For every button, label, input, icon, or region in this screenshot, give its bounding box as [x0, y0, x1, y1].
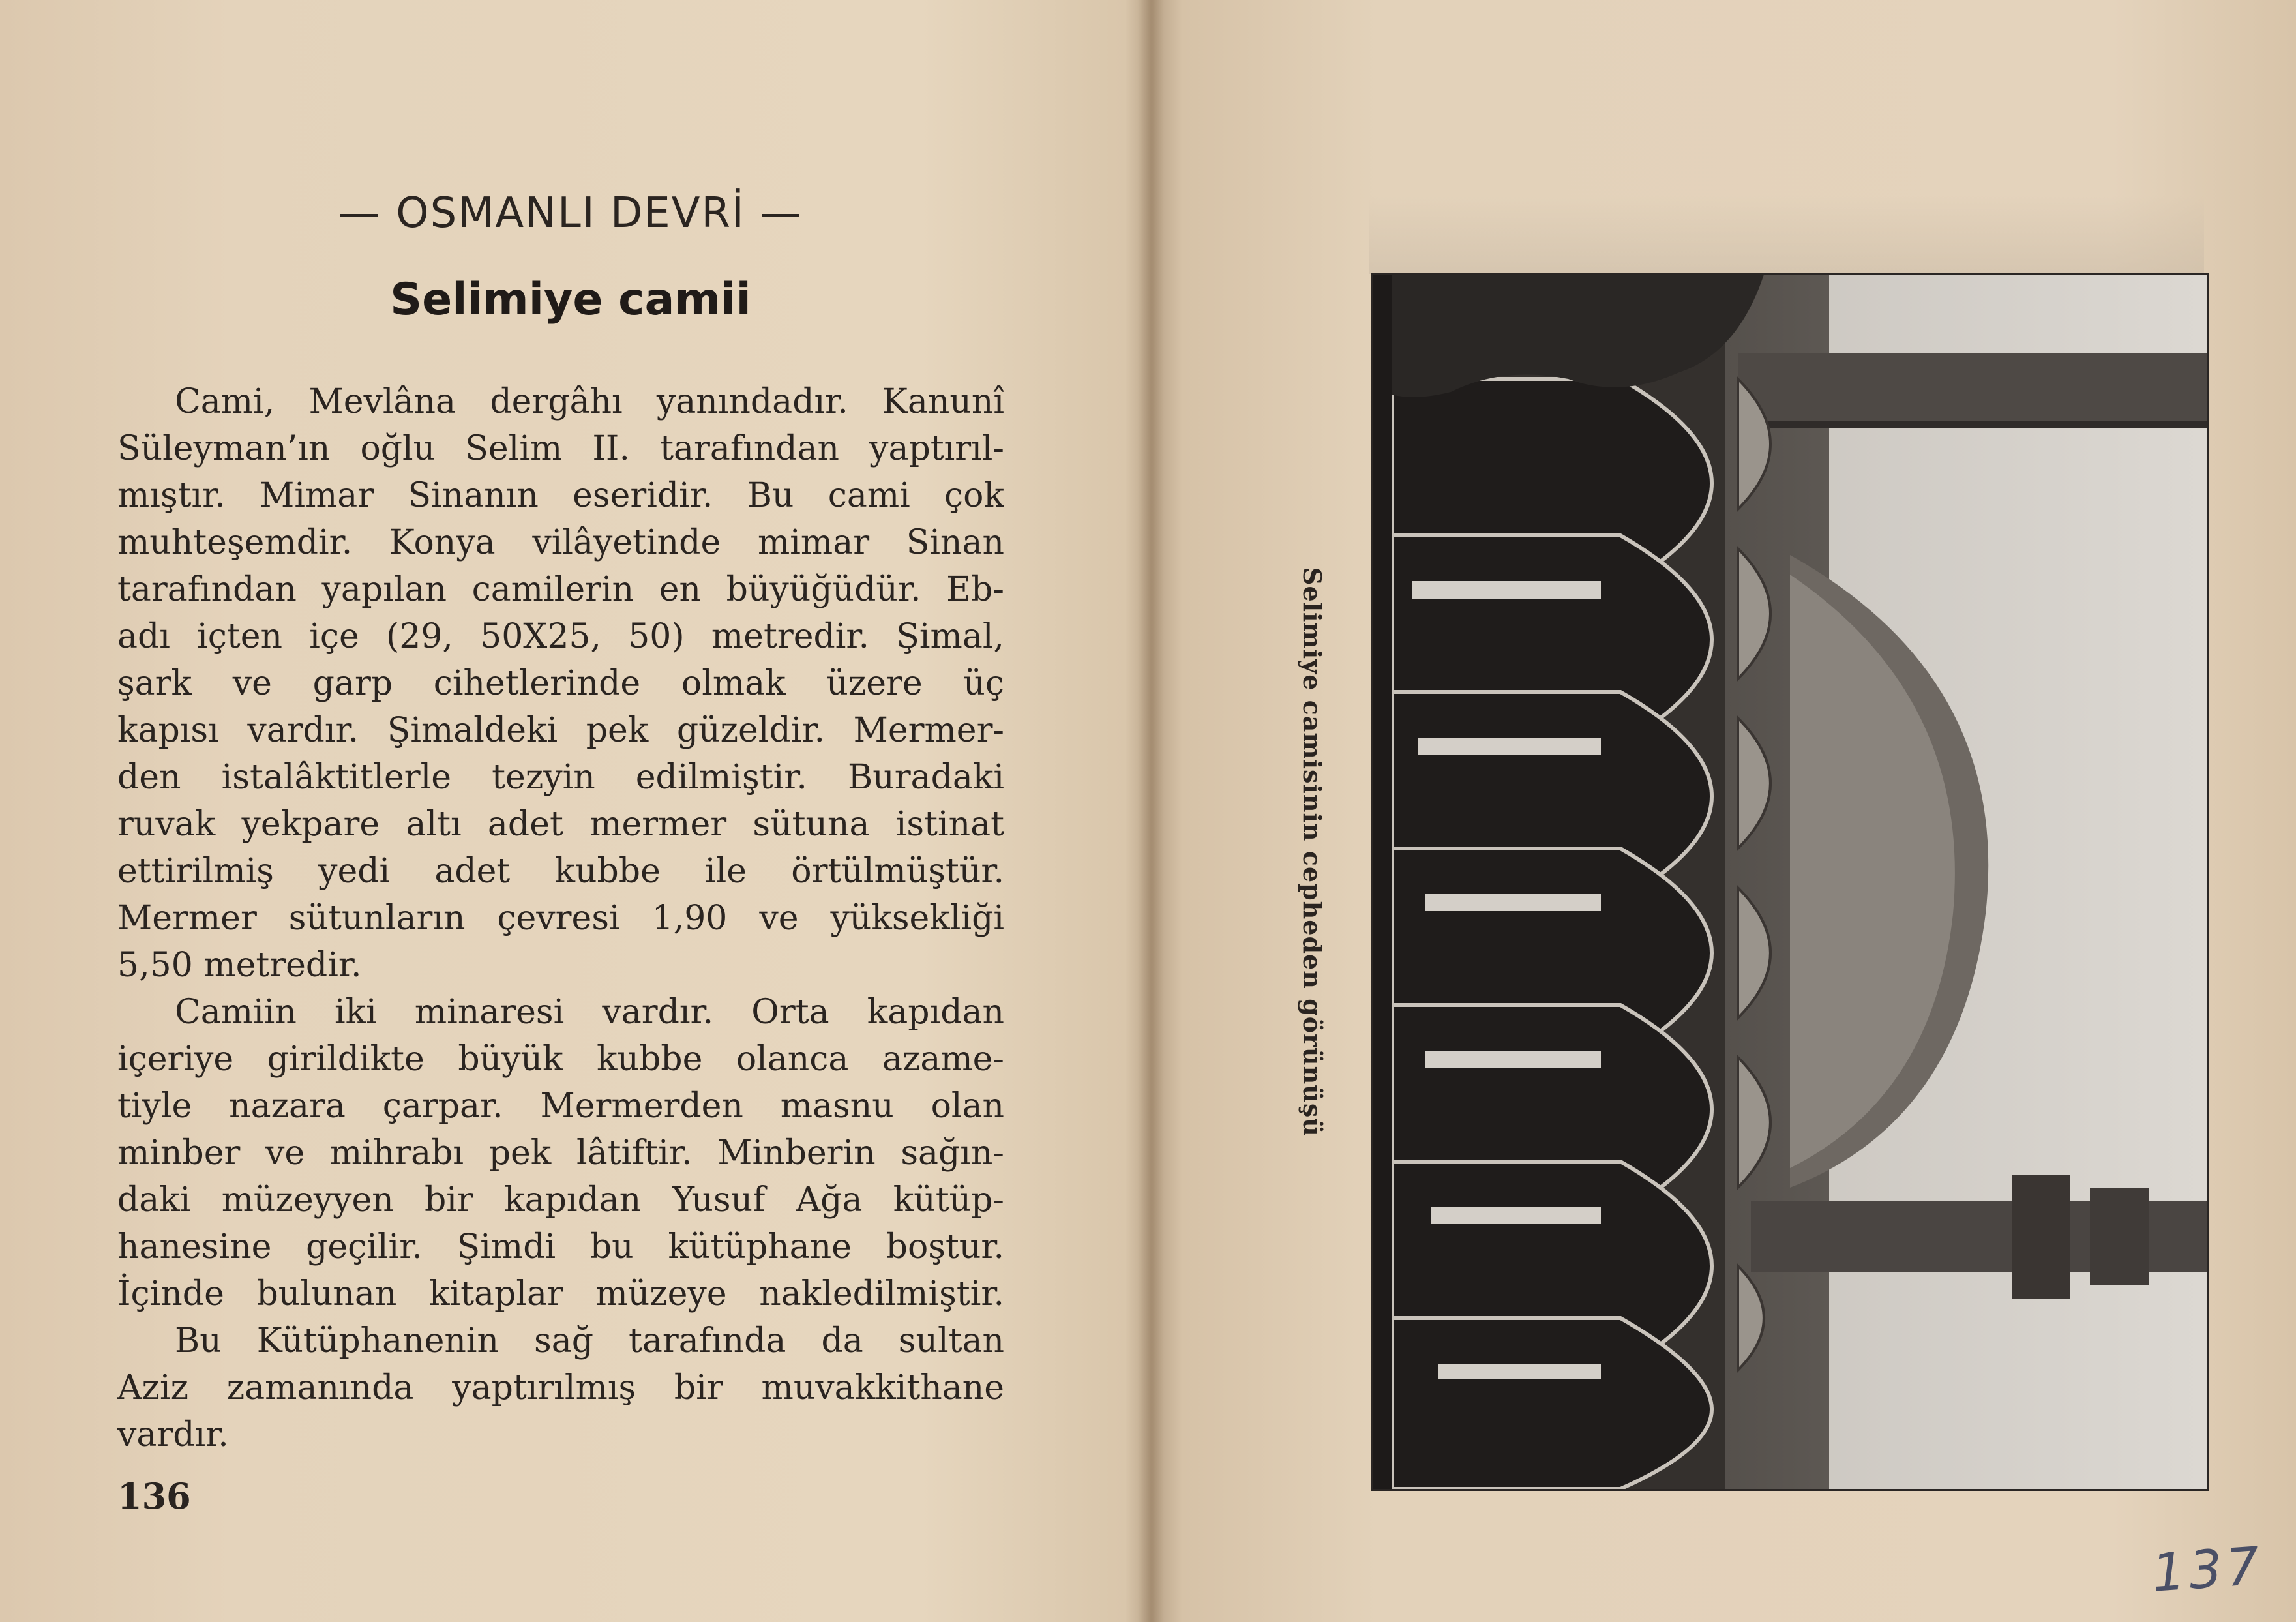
- text-line: 5,50 metredir.: [117, 946, 362, 985]
- text-line: muhteşemdir. Konya vilâyetinde mimar Sinan: [117, 523, 1004, 562]
- text-line: Bu Kütüphanenin sağ tarafında da sultan: [175, 1321, 1004, 1360]
- text-line: ruvak yekpare altı adet mermer sütuna istinat: [117, 805, 1004, 844]
- text-line: şark ve garp cihetlerinde olmak üzere üç: [117, 664, 1004, 703]
- text-line: tiyle nazara çarpar. Mermerden masnu olan: [117, 1087, 1004, 1126]
- text-line: vardır.: [117, 1415, 229, 1454]
- text-line: İçinde bulunan kitaplar müzeye nakledilmiştir.: [117, 1274, 1004, 1314]
- text-line: içeriye girildikte büyük kubbe olanca azame-: [117, 1040, 1004, 1079]
- text-line: mıştır. Mimar Sinanın eseridir. Bu cami çok: [117, 476, 1004, 515]
- text-line: Mermer sütunların çevresi 1,90 ve yüksekliği: [117, 899, 1004, 938]
- handwritten-page-number: 137: [2149, 1535, 2265, 1604]
- text-line: Camiin iki minaresi vardır. Orta kapıdan: [175, 993, 1004, 1032]
- page-stain: [1369, 196, 2204, 274]
- section-title: — OSMANLI DEVRİ —: [338, 189, 803, 237]
- text-line: adı içten içe (29, 50X25, 50) metredir. Şimal,: [117, 617, 1004, 656]
- mosque-photo: [1371, 273, 2209, 1491]
- text-line: daki müzeyyen bir kapıdan Yusuf Ağa kütüp-: [117, 1180, 1004, 1220]
- text-line: kapısı vardır. Şimaldeki pek güzeldir. Mermer-: [117, 711, 1004, 750]
- text-line: minber ve mihrabı pek lâtiftir. Minberin sağın-: [117, 1134, 1004, 1173]
- photo-caption: [1298, 567, 1327, 1194]
- page-number: 136: [117, 1475, 191, 1517]
- text-line: hanesine geçilir. Şimdi bu kütüphane boştur.: [117, 1227, 1004, 1267]
- text-line: den istalâktitlerle tezyin edilmiştir. Buradaki: [117, 758, 1004, 797]
- chapter-title: Selimiye camii: [390, 274, 751, 325]
- text-line: ettirilmiş yedi adet kubbe ile örtülmüştür.: [117, 852, 1004, 891]
- photo-caption-text: Selimiye camisinin cepheden görünüşü: [1298, 567, 1327, 1137]
- text-line: Süleyman’ın oğlu Selim II. tarafından yaptırıl-: [117, 429, 1004, 468]
- mosque-photo-image: [1373, 275, 2207, 1489]
- text-line: tarafından yapılan camilerin en büyüğüdür. Eb-: [117, 570, 1004, 609]
- text-line: Aziz zamanında yaptırılmış bir muvakkithane: [117, 1368, 1004, 1407]
- body-text: [117, 378, 1004, 1458]
- text-line: Cami, Mevlâna dergâhı yanındadır. Kanunî: [175, 382, 1004, 421]
